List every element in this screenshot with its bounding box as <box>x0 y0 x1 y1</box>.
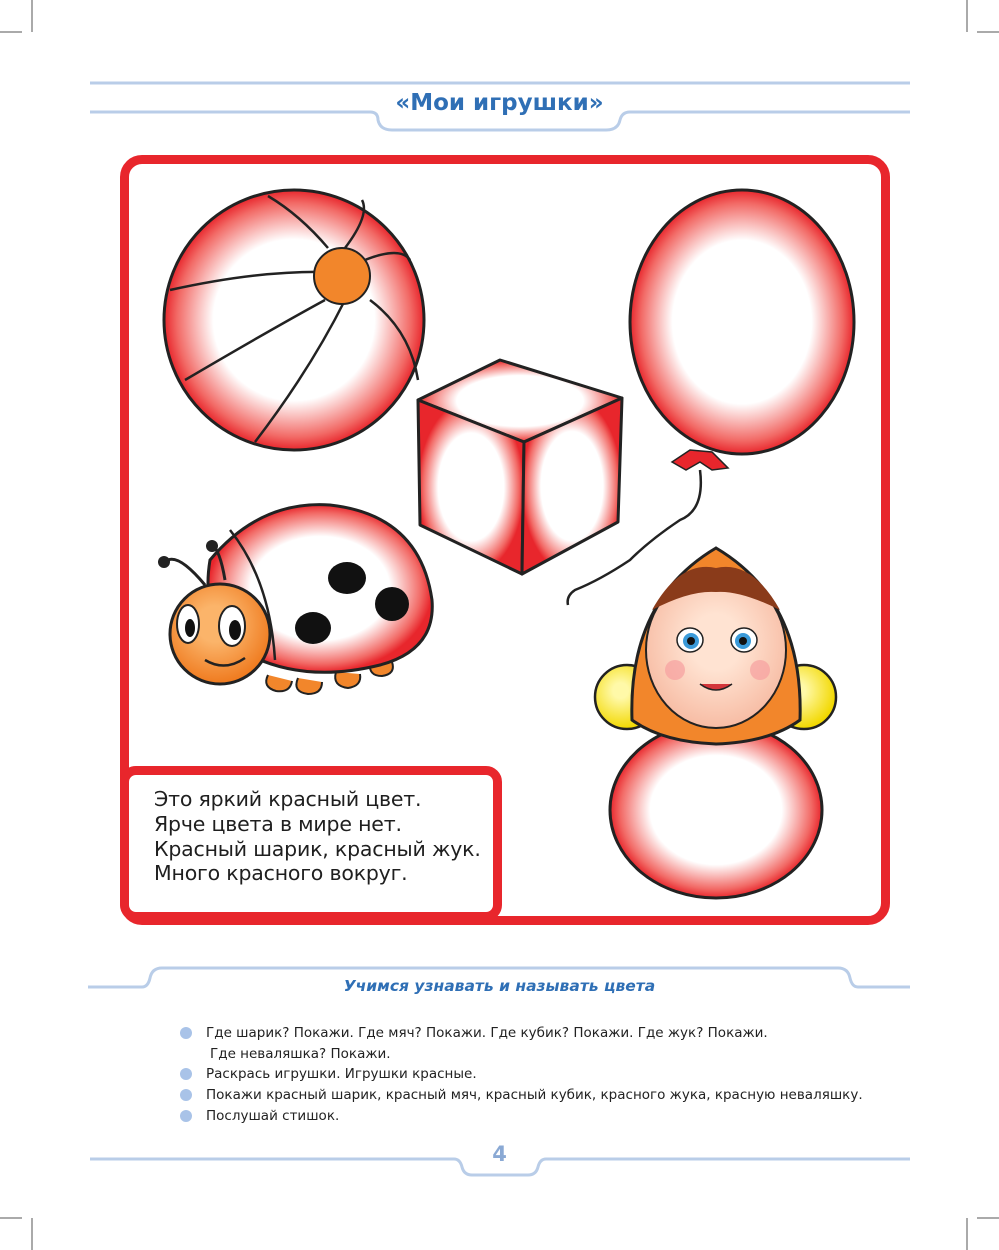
instruction-item: Раскрась игрушки. Игрушки красные. <box>206 1066 477 1082</box>
page-title: «Мои игрушки» <box>395 90 604 116</box>
instruction-item-continuation: Где неваляшка? Покажи. <box>210 1046 391 1062</box>
bullet-icon <box>180 1110 192 1122</box>
instruction-item: Покажи красный шарик, красный мяч, красный кубик, красного жука, красную неваляшку. <box>206 1087 863 1103</box>
poem-line: Это яркий красный цвет. <box>154 787 422 811</box>
section-title: Учимся узнавать и называть цвета <box>343 977 656 995</box>
instruction-item: Где шарик? Покажи. Где мяч? Покажи. Где кубик? Покажи. Где жук? Покажи. <box>206 1025 768 1041</box>
ladybug-icon <box>158 505 432 694</box>
roly-poly-doll-icon <box>595 548 836 898</box>
cube-icon <box>418 360 622 574</box>
ball-icon <box>164 190 424 450</box>
bullet-icon <box>180 1068 192 1080</box>
poem-line: Красный шарик, красный жук. <box>154 837 481 861</box>
bullet-icon <box>180 1089 192 1101</box>
poem-line: Много красного вокруг. <box>154 861 408 885</box>
poem-line: Ярче цвета в мире нет. <box>154 812 402 836</box>
instruction-item: Послушай стишок. <box>206 1108 340 1124</box>
page-number: 4 <box>492 1142 507 1166</box>
bullet-icon <box>180 1027 192 1039</box>
